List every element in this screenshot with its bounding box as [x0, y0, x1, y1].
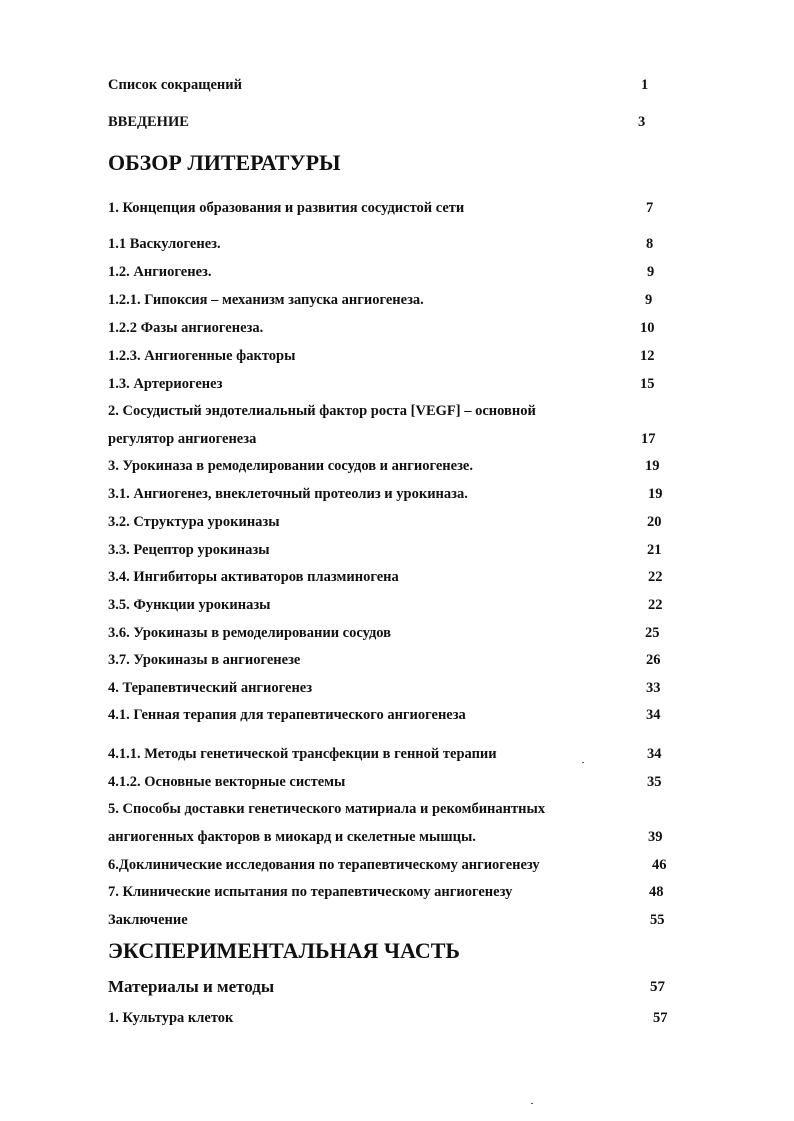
toc-entry: 3.6. Урокиназы в ремоделировании сосудов: [108, 625, 392, 641]
toc-page: 9: [647, 264, 655, 280]
toc-page: 19: [645, 458, 660, 474]
toc-page: 39: [648, 829, 663, 845]
toc-page-methods: 57: [650, 979, 665, 995]
toc-page: 17: [641, 431, 656, 447]
toc-page: 57: [653, 1010, 668, 1026]
toc-page: 7: [646, 200, 654, 216]
toc-entry: 3.7. Урокиназы в ангиогенезе: [108, 652, 301, 668]
toc-entry: 6.Доклинические исследования по терапевтическому ангиогенезу: [108, 857, 540, 873]
toc-entry: 1.2.2 Фазы ангиогенеза.: [108, 320, 264, 336]
toc-entry: 4. Терапевтический ангиогенез: [108, 680, 313, 696]
toc-entry: 3.5. Функции урокиназы: [108, 597, 271, 613]
toc-entry: 4.1.2. Основные векторные системы: [108, 774, 346, 790]
toc-entry: 1.2. Ангиогенез.: [108, 264, 212, 280]
toc-entry-methods: Материалы и методы: [108, 977, 275, 996]
toc-page-abbreviations: 1: [641, 77, 649, 93]
toc-page: 34: [647, 746, 662, 762]
toc-page: 20: [647, 514, 662, 530]
toc-entry: 1. Концепция образования и развития сосудистой сети: [108, 200, 465, 216]
toc-entry: 1.3. Артериогенез: [108, 376, 223, 392]
toc-entry-introduction: ВВЕДЕНИЕ: [108, 114, 189, 130]
toc-entry: 3.1. Ангиогенез, внеклеточный протеолиз и урокиназа.: [108, 486, 468, 502]
toc-page: 26: [646, 652, 661, 668]
toc-entry: 1.2.1. Гипоксия – механизм запуска ангиогенеза.: [108, 292, 424, 308]
toc-page: 55: [650, 912, 665, 928]
toc-entry: ангиогенных факторов в миокард и скелетные мышцы.: [108, 829, 476, 845]
toc-entry: 5. Способы доставки генетического матириала и рекомбинантных: [108, 801, 546, 817]
toc-page: 25: [645, 625, 660, 641]
toc-entry: 7. Клинические испытания по терапевтическому ангиогенезу: [108, 884, 513, 900]
toc-page: 15: [640, 376, 655, 392]
toc-page: 12: [640, 348, 655, 364]
toc-entry: 3. Урокиназа в ремоделировании сосудов и ангиогенезе.: [108, 458, 473, 474]
toc-entry: 3.3. Рецептор урокиназы: [108, 542, 270, 558]
toc-page: 22: [648, 569, 663, 585]
toc-page: 33: [646, 680, 661, 696]
toc-entry: 4.1. Генная терапия для терапевтического ангиогенеза: [108, 707, 466, 723]
toc-entry: регулятор ангиогенеза: [108, 431, 257, 447]
toc-page: 8: [646, 236, 654, 252]
scan-speck: [531, 1103, 533, 1104]
toc-page: 21: [647, 542, 662, 558]
section-heading-literature-review: ОБЗОР ЛИТЕРАТУРЫ: [108, 150, 341, 175]
toc-entry: Заключение: [108, 912, 188, 928]
toc-page: 34: [646, 707, 661, 723]
toc-entry-abbreviations: Список сокращений: [108, 77, 242, 93]
toc-page: 22: [648, 597, 663, 613]
scan-speck: [582, 762, 584, 763]
section-heading-experimental: ЭКСПЕРИМЕНТАЛЬНАЯ ЧАСТЬ: [108, 938, 460, 963]
toc-entry: 1. Культура клеток: [108, 1010, 234, 1026]
toc-entry: 1.1 Васкулогенез.: [108, 236, 221, 252]
toc-page-introduction: 3: [638, 114, 646, 130]
toc-page: 46: [652, 857, 667, 873]
toc-page: 48: [649, 884, 664, 900]
toc-page: 10: [640, 320, 655, 336]
toc-entry: 3.2. Структура урокиназы: [108, 514, 280, 530]
toc-page: 9: [645, 292, 653, 308]
toc-entry: 4.1.1. Методы генетической трансфекции в генной терапии: [108, 746, 497, 762]
toc-entry: 3.4. Ингибиторы активаторов плазминогена: [108, 569, 399, 585]
toc-page: 19: [648, 486, 663, 502]
toc-page: 35: [647, 774, 662, 790]
toc-entry: 1.2.3. Ангиогенные факторы: [108, 348, 296, 364]
toc-entry: 2. Сосудистый эндотелиальный фактор роста [VEGF] – основной: [108, 403, 536, 419]
